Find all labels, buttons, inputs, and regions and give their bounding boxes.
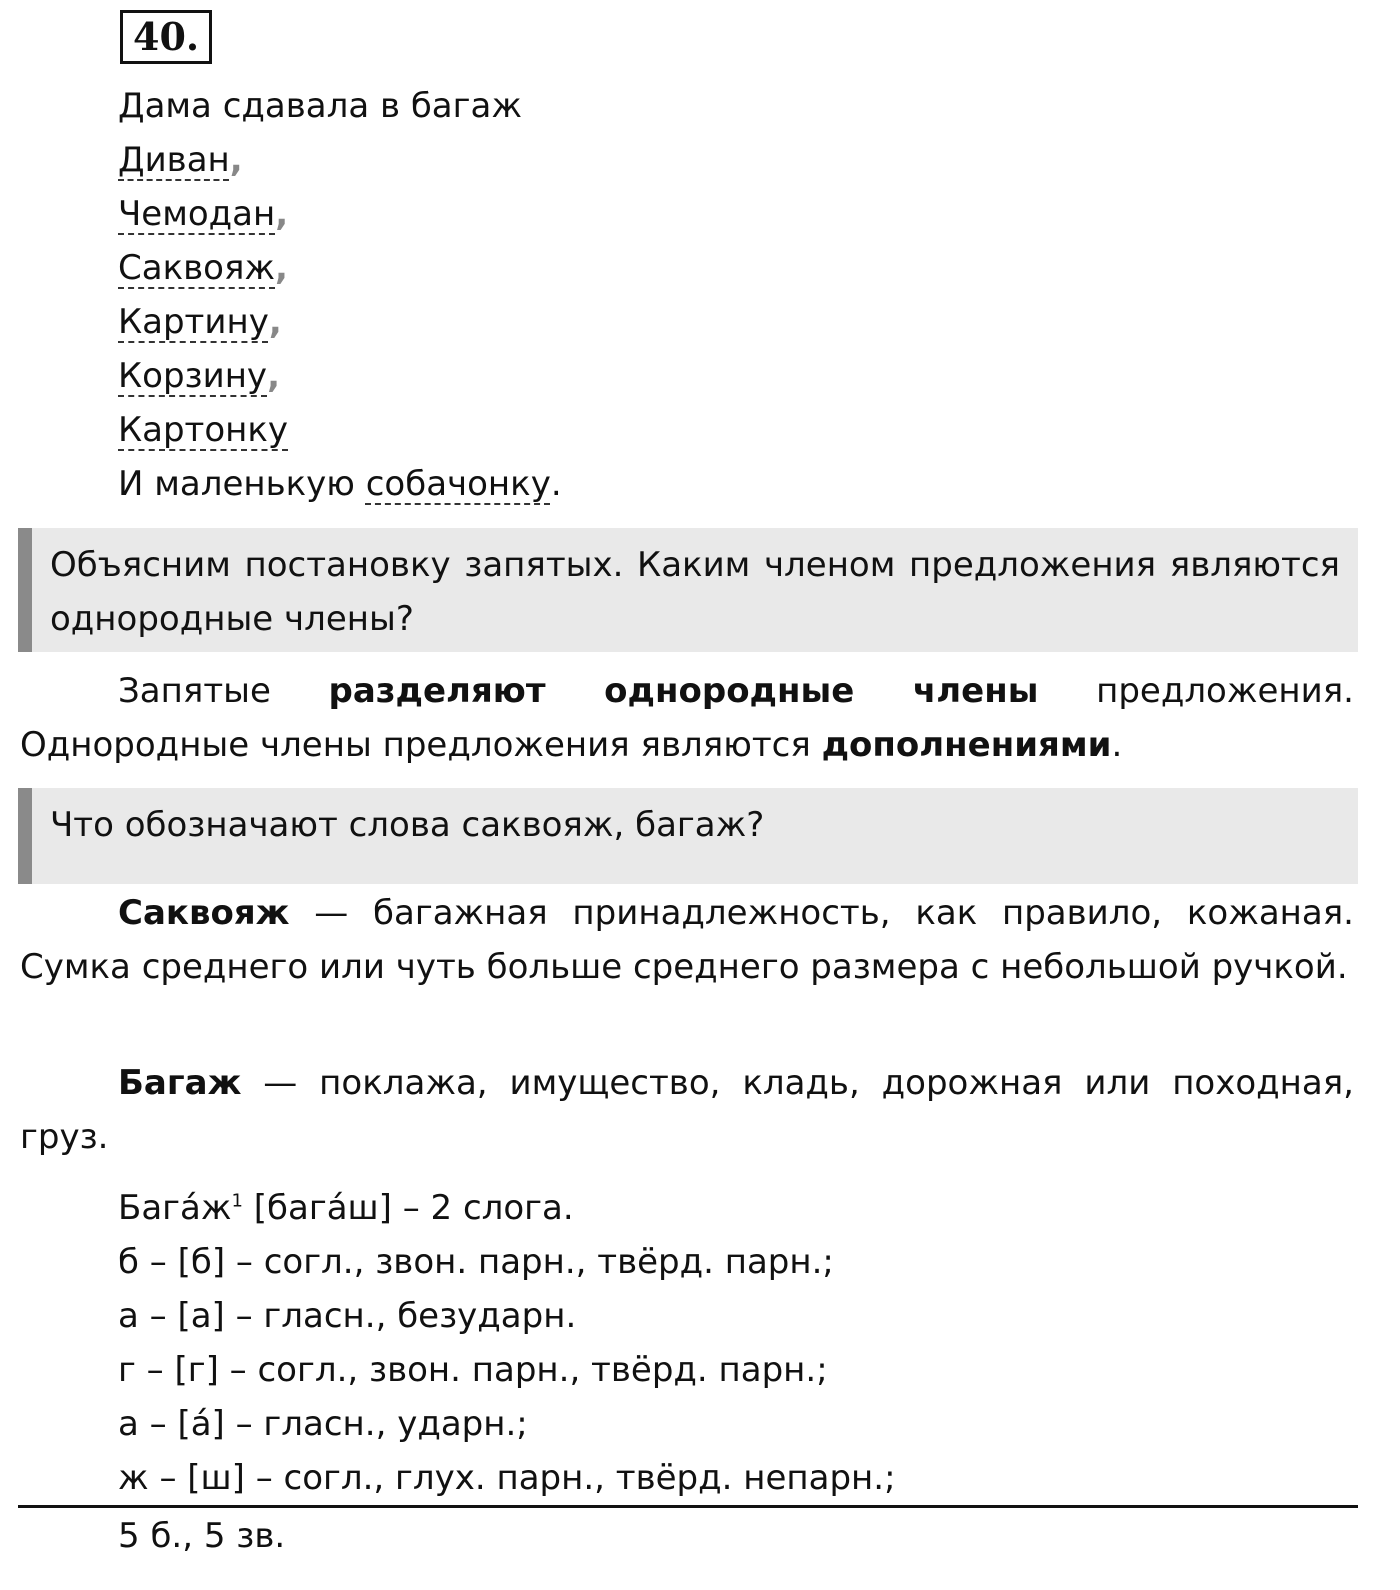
answer-paragraph	[20, 664, 1354, 772]
dotted-word: Картонку	[118, 410, 289, 450]
poem-line-1: Дама сдавала в багаж	[118, 86, 522, 126]
definition-text: — поклажа, имущество, кладь, дорожная или походная, груз.	[20, 1063, 1354, 1157]
answer-bold: разделяют однородные члены	[328, 671, 1039, 711]
poem-last-line	[118, 464, 562, 504]
definition-term: Багаж	[118, 1063, 242, 1103]
answer-bold: дополнениями	[821, 725, 1112, 765]
answer-text: .	[1111, 725, 1123, 765]
dotted-word: Чемодан	[118, 194, 276, 234]
comma: ,	[267, 356, 280, 396]
definition-text: — багажная принадлежность, как правило, кожаная. Сумка среднего или чуть больше среднего размера с небольшой ручкой.	[20, 893, 1354, 987]
comma: ,	[268, 302, 282, 342]
question-box-2	[18, 788, 1358, 884]
dotted-word: Картину	[118, 302, 269, 342]
comma: ,	[275, 194, 289, 234]
dotted-word: Саквояж	[118, 248, 276, 288]
analysis-line: а – [а́] – гласн., ударн.;	[118, 1404, 528, 1444]
analysis-word: Бага́ж	[118, 1188, 232, 1228]
poem-item-4	[118, 302, 282, 342]
analysis-head	[118, 1188, 574, 1228]
answer-text: предложения. Однородные члены предложения являются	[20, 671, 1354, 765]
dotted-word: Диван	[118, 140, 230, 180]
analysis-line: а – [а] – гласн., безударн.	[118, 1296, 577, 1336]
analysis-summary: 5 б., 5 зв.	[118, 1516, 286, 1556]
definition-bagazh	[20, 1056, 1354, 1164]
question-box-1	[18, 528, 1358, 652]
divider-line	[18, 1505, 1358, 1508]
poem-item-2	[118, 194, 288, 234]
dotted-word: Корзину	[118, 356, 268, 396]
analysis-line: ж – [ш] – согл., глух. парн., твёрд. непарн.;	[118, 1458, 896, 1498]
poem-item-5	[118, 356, 280, 396]
comma: ,	[275, 248, 288, 288]
definition-sakvoyazh	[20, 886, 1354, 994]
comma: ,	[229, 140, 243, 180]
question-text: Объясним постановку запятых. Каким членом предложения являются однородные члены?	[50, 545, 1340, 639]
dotted-word: собачонку	[365, 464, 551, 504]
poem-item-3	[118, 248, 288, 288]
poem-last-prefix: И маленькую	[118, 464, 366, 504]
poem-item-6	[118, 410, 288, 450]
definition-term: Саквояж	[118, 893, 290, 933]
analysis-line: г – [г] – согл., звон. парн., твёрд. парн.;	[118, 1350, 828, 1390]
analysis-transcription: [бага́ш] – 2 слога.	[242, 1188, 574, 1228]
period: .	[550, 464, 562, 504]
analysis-line: б – [б] – согл., звон. парн., твёрд. парн.;	[118, 1242, 834, 1282]
exercise-number: 40.	[120, 10, 212, 64]
footnote-mark: 1	[231, 1190, 243, 1212]
question-text: Что обозначают слова саквояж, багаж?	[50, 805, 765, 845]
poem-item-1	[118, 140, 243, 180]
answer-text: Запятые	[118, 671, 329, 711]
